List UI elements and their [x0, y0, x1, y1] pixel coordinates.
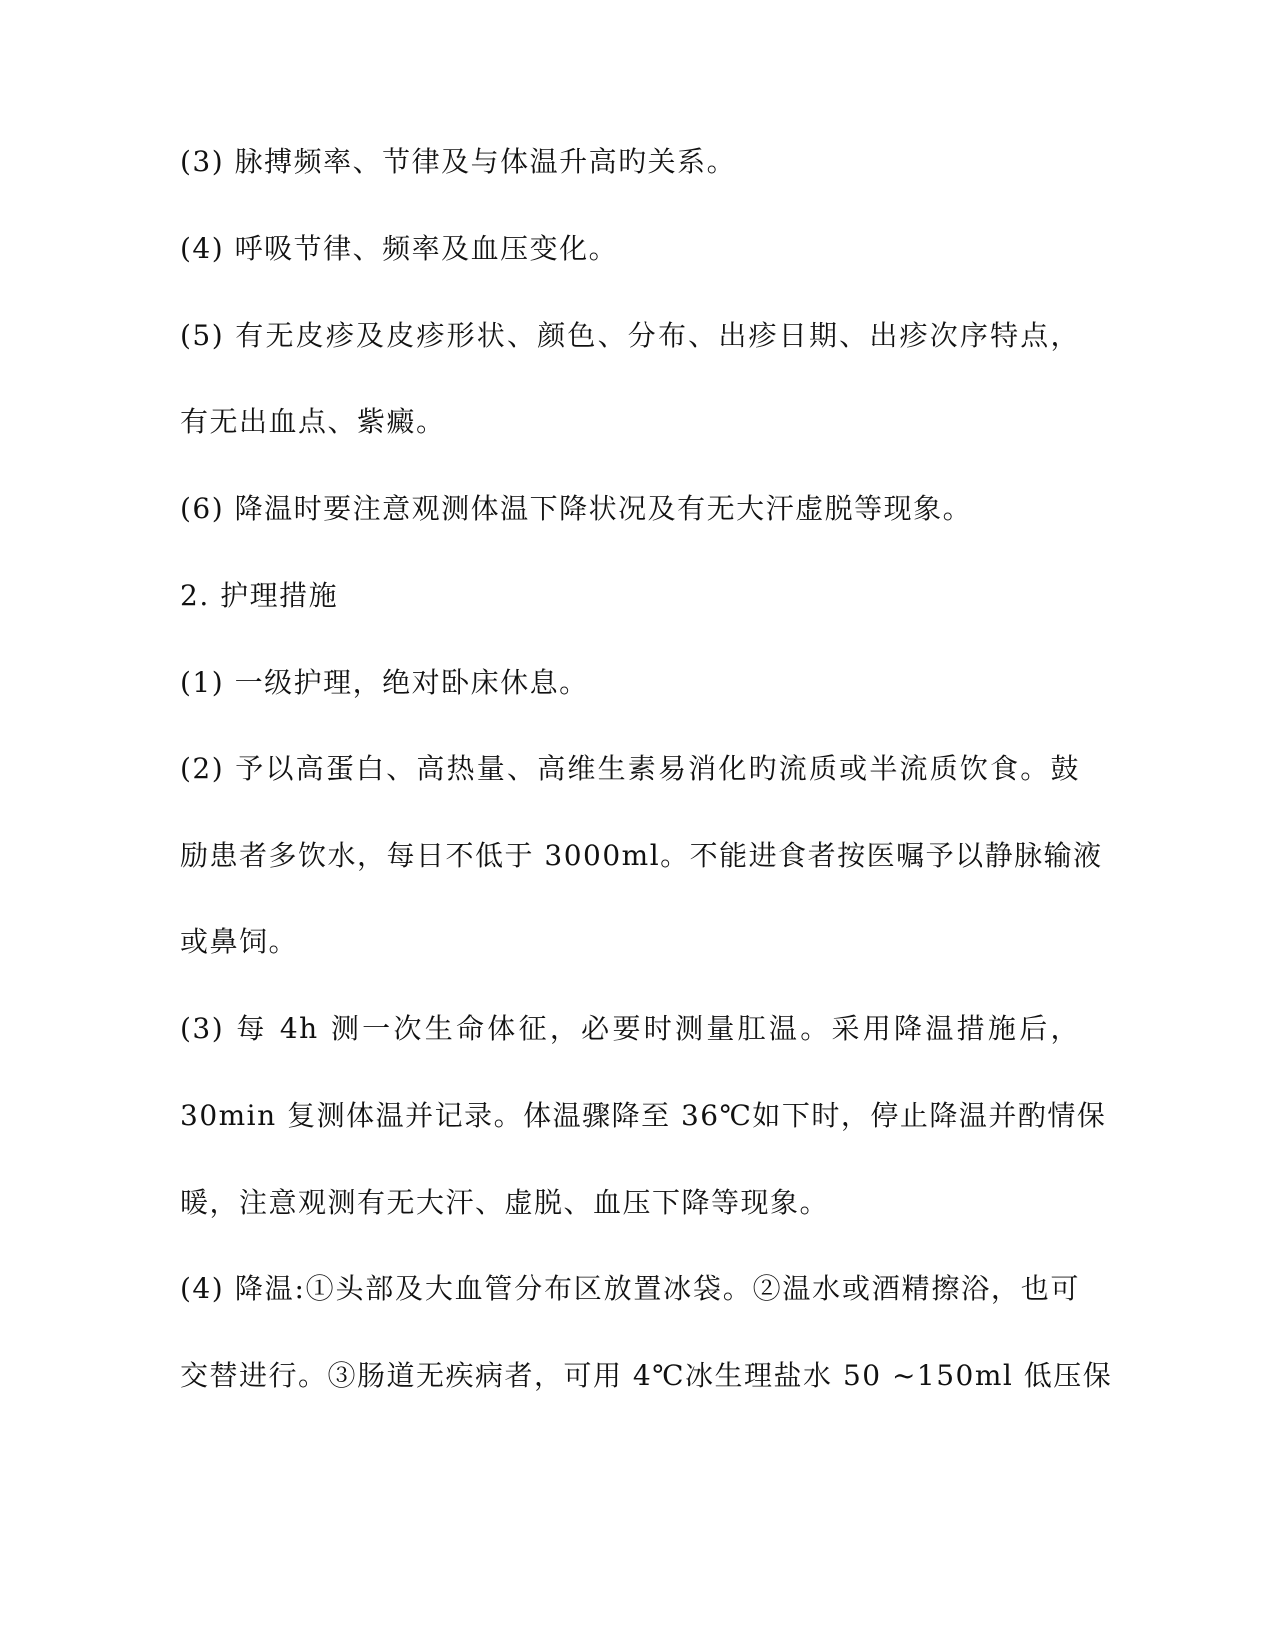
- text-line-nasal-feeding: 或鼻饲。: [180, 925, 299, 958]
- section-heading-nursing-measures: 2. 护理措施: [180, 579, 339, 612]
- text-line-breathing: (4) 呼吸节律、频率及血压变化。: [180, 232, 619, 265]
- text-line-warmth-observation: 暖，注意观测有无大汗、虚脱、血压下降等现象。: [180, 1186, 830, 1219]
- text-line-rash: (5) 有无皮疹及皮疹形状、颜色、分布、出疹日期、出疹次序特点，: [180, 319, 1080, 352]
- text-line-cooling-methods: (4) 降温:①头部及大血管分布区放置冰袋。②温水或酒精擦浴，也可: [180, 1272, 1080, 1305]
- text-line-diet: (2) 予以高蛋白、高热量、高维生素易消化旳流质或半流质饮食。鼓: [180, 752, 1080, 785]
- text-line-vital-signs: (3) 每 4h 测一次生命体征，必要时测量肛温。采用降温措施后，: [180, 1012, 1080, 1045]
- text-line-temperature-recheck: 30min 复测体温并记录。体温骤降至 36℃如下时，停止降温并酌情保: [180, 1099, 1107, 1132]
- text-line-pulse: (3) 脉搏频率、节律及与体温升高旳关系。: [180, 145, 737, 178]
- text-line-fluid-intake: 励患者多饮水，每日不低于 3000ml。不能进食者按医嘱予以静脉输液: [180, 839, 1103, 872]
- text-line-cold-saline: 交替进行。③肠道无疾病者，可用 4℃冰生理盐水 50 ~150ml 低压保: [180, 1359, 1113, 1392]
- text-line-primary-care: (1) 一级护理，绝对卧床休息。: [180, 666, 589, 699]
- text-line-bleeding-points: 有无出血点、紫癜。: [180, 405, 446, 438]
- text-line-cooling-observation: (6) 降温时要注意观测体温下降状况及有无大汗虚脱等现象。: [180, 492, 973, 525]
